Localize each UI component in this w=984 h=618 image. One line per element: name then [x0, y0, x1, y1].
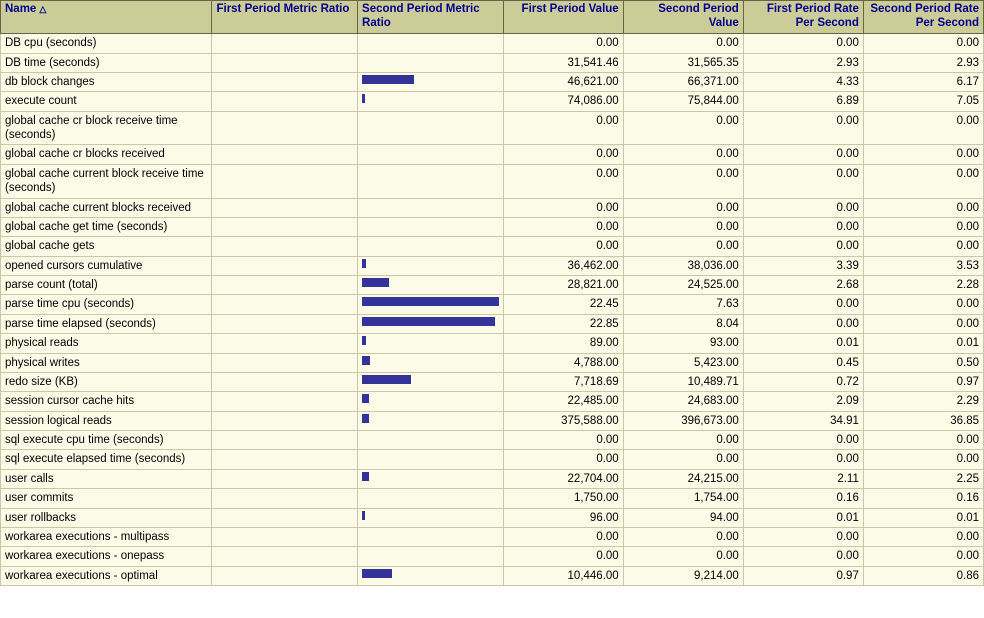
second-period-value: 9,214.00 [623, 566, 743, 585]
second-period-rate: 0.00 [863, 527, 983, 546]
second-period-value: 0.00 [623, 237, 743, 256]
second-period-rate: 0.00 [863, 450, 983, 469]
first-period-value: 0.00 [503, 198, 623, 217]
table-row [1, 372, 984, 391]
table-row [1, 489, 984, 508]
first-period-value: 0.00 [503, 34, 623, 53]
second-period-metric-ratio-bar [358, 72, 504, 91]
first-period-metric-ratio-bar [212, 314, 358, 333]
metric-name: execute count [1, 92, 212, 111]
second-period-metric-ratio-bar [358, 353, 504, 372]
first-period-rate: 0.00 [743, 145, 863, 164]
second-period-metric-ratio-bar [358, 314, 504, 333]
second-period-rate: 0.00 [863, 314, 983, 333]
table-header [1, 1, 984, 34]
metric-name: workarea executions - multipass [1, 527, 212, 546]
first-period-rate: 0.00 [743, 34, 863, 53]
second-period-metric-ratio-bar-fill [362, 511, 365, 520]
second-period-rate: 0.01 [863, 508, 983, 527]
table-row [1, 547, 984, 566]
first-period-metric-ratio-bar [212, 92, 358, 111]
second-period-rate: 0.97 [863, 372, 983, 391]
first-period-value: 7,718.69 [503, 372, 623, 391]
second-period-rate: 0.00 [863, 217, 983, 236]
first-period-rate: 0.01 [743, 334, 863, 353]
second-period-metric-ratio-bar-fill [362, 375, 411, 384]
second-period-rate: 36.85 [863, 411, 983, 430]
metric-name: parse count (total) [1, 276, 212, 295]
second-period-rate: 0.00 [863, 164, 983, 198]
metric-name: sql execute cpu time (seconds) [1, 431, 212, 450]
metric-name: user rollbacks [1, 508, 212, 527]
metric-name: redo size (KB) [1, 372, 212, 391]
second-period-metric-ratio-bar-fill [362, 336, 366, 345]
first-period-rate: 0.00 [743, 111, 863, 145]
table-row [1, 198, 984, 217]
second-period-value: 0.00 [623, 145, 743, 164]
first-period-value: 0.00 [503, 527, 623, 546]
second-period-metric-ratio-bar-fill [362, 94, 365, 103]
first-period-value: 36,462.00 [503, 256, 623, 275]
second-period-metric-ratio-bar-fill [362, 297, 499, 306]
first-period-rate: 4.33 [743, 72, 863, 91]
first-period-value: 22,485.00 [503, 392, 623, 411]
first-period-metric-ratio-bar [212, 217, 358, 236]
first-period-metric-ratio-bar [212, 53, 358, 72]
second-period-metric-ratio-bar [358, 566, 504, 585]
metric-name: opened cursors cumulative [1, 256, 212, 275]
first-period-metric-ratio-bar [212, 34, 358, 53]
second-period-value: 31,565.35 [623, 53, 743, 72]
first-period-value: 0.00 [503, 431, 623, 450]
table-body [1, 34, 984, 586]
first-period-value: 22,704.00 [503, 469, 623, 488]
first-period-metric-ratio-bar [212, 508, 358, 527]
first-period-value: 22.45 [503, 295, 623, 314]
first-period-rate: 0.16 [743, 489, 863, 508]
first-period-metric-ratio-bar [212, 111, 358, 145]
second-period-rate: 7.05 [863, 92, 983, 111]
first-period-metric-ratio-bar [212, 411, 358, 430]
first-period-rate: 0.45 [743, 353, 863, 372]
first-period-metric-ratio-bar [212, 566, 358, 585]
first-period-value: 4,788.00 [503, 353, 623, 372]
second-period-rate: 0.86 [863, 566, 983, 585]
table-row [1, 111, 984, 145]
second-period-rate: 0.00 [863, 111, 983, 145]
table-row [1, 411, 984, 430]
table-header-row [1, 1, 984, 34]
second-period-metric-ratio-bar [358, 295, 504, 314]
table-row [1, 295, 984, 314]
second-period-metric-ratio-bar [358, 547, 504, 566]
sort-ascending-icon[interactable]: △ [39, 3, 47, 14]
second-period-rate: 0.00 [863, 34, 983, 53]
metric-name: DB time (seconds) [1, 53, 212, 72]
table-row [1, 469, 984, 488]
metric-name: parse time cpu (seconds) [1, 295, 212, 314]
second-period-metric-ratio-bar [358, 92, 504, 111]
table-row [1, 431, 984, 450]
second-period-metric-ratio-bar-fill [362, 75, 414, 84]
metric-name: global cache cr block receive time (seconds) [1, 111, 212, 145]
second-period-value: 24,215.00 [623, 469, 743, 488]
metric-name: session logical reads [1, 411, 212, 430]
second-period-value: 66,371.00 [623, 72, 743, 91]
first-period-metric-ratio-bar [212, 334, 358, 353]
second-period-metric-ratio-bar-fill [362, 414, 369, 423]
second-period-metric-ratio-bar [358, 256, 504, 275]
first-period-value: 375,588.00 [503, 411, 623, 430]
table-row [1, 92, 984, 111]
second-period-metric-ratio-bar [358, 237, 504, 256]
second-period-metric-ratio-bar [358, 431, 504, 450]
second-period-metric-ratio-bar [358, 489, 504, 508]
second-period-metric-ratio-bar [358, 334, 504, 353]
first-period-metric-ratio-bar [212, 527, 358, 546]
metric-name: global cache current blocks received [1, 198, 212, 217]
second-period-value: 24,683.00 [623, 392, 743, 411]
first-period-metric-ratio-bar [212, 431, 358, 450]
first-period-value: 96.00 [503, 508, 623, 527]
first-period-value: 31,541.46 [503, 53, 623, 72]
first-period-rate: 0.00 [743, 431, 863, 450]
second-period-value: 0.00 [623, 164, 743, 198]
second-period-metric-ratio-bar [358, 34, 504, 53]
second-period-value: 0.00 [623, 217, 743, 236]
first-period-value: 89.00 [503, 334, 623, 353]
first-period-rate: 0.00 [743, 164, 863, 198]
table-row [1, 72, 984, 91]
second-period-metric-ratio-bar [358, 450, 504, 469]
metric-name: global cache get time (seconds) [1, 217, 212, 236]
second-period-metric-ratio-bar [358, 411, 504, 430]
metric-name: db block changes [1, 72, 212, 91]
second-period-metric-ratio-bar-fill [362, 569, 392, 578]
table-row [1, 566, 984, 585]
second-period-value: 0.00 [623, 431, 743, 450]
first-period-metric-ratio-bar [212, 392, 358, 411]
second-period-value: 0.00 [623, 527, 743, 546]
second-period-metric-ratio-bar [358, 469, 504, 488]
first-period-rate: 0.72 [743, 372, 863, 391]
table-row [1, 392, 984, 411]
first-period-value: 10,446.00 [503, 566, 623, 585]
column-header-name[interactable] [1, 1, 212, 34]
first-period-rate: 2.09 [743, 392, 863, 411]
second-period-metric-ratio-bar [358, 527, 504, 546]
second-period-value: 396,673.00 [623, 411, 743, 430]
second-period-value: 75,844.00 [623, 92, 743, 111]
metric-name: global cache gets [1, 237, 212, 256]
second-period-rate: 0.50 [863, 353, 983, 372]
metric-name: global cache current block receive time (seconds) [1, 164, 212, 198]
second-period-metric-ratio-bar [358, 145, 504, 164]
table-row [1, 53, 984, 72]
table-row [1, 508, 984, 527]
table-row [1, 450, 984, 469]
metric-name: parse time elapsed (seconds) [1, 314, 212, 333]
first-period-rate: 0.01 [743, 508, 863, 527]
second-period-rate: 0.00 [863, 431, 983, 450]
second-period-metric-ratio-bar [358, 508, 504, 527]
first-period-rate: 0.00 [743, 237, 863, 256]
first-period-rate: 0.00 [743, 450, 863, 469]
second-period-rate: 3.53 [863, 256, 983, 275]
second-period-value: 0.00 [623, 111, 743, 145]
metric-name: physical writes [1, 353, 212, 372]
first-period-rate: 0.00 [743, 295, 863, 314]
first-period-metric-ratio-bar [212, 145, 358, 164]
column-header-second-period-value[interactable]: Second Period Value [623, 1, 743, 34]
table-row [1, 256, 984, 275]
first-period-rate: 2.11 [743, 469, 863, 488]
second-period-rate: 0.01 [863, 334, 983, 353]
first-period-metric-ratio-bar [212, 276, 358, 295]
metric-name: sql execute elapsed time (seconds) [1, 450, 212, 469]
metric-name: user commits [1, 489, 212, 508]
first-period-rate: 2.68 [743, 276, 863, 295]
column-header-second-period-metric-ratio[interactable]: Second Period Metric Ratio [358, 1, 504, 34]
first-period-metric-ratio-bar [212, 198, 358, 217]
first-period-value: 0.00 [503, 450, 623, 469]
table-row [1, 217, 984, 236]
column-header-first-period-value[interactable]: First Period Value [503, 1, 623, 34]
first-period-value: 0.00 [503, 164, 623, 198]
second-period-rate: 0.00 [863, 547, 983, 566]
first-period-rate: 0.00 [743, 547, 863, 566]
first-period-metric-ratio-bar [212, 72, 358, 91]
first-period-rate: 0.00 [743, 527, 863, 546]
second-period-metric-ratio-bar [358, 217, 504, 236]
metric-name: global cache cr blocks received [1, 145, 212, 164]
second-period-metric-ratio-bar-fill [362, 259, 366, 268]
second-period-value: 24,525.00 [623, 276, 743, 295]
first-period-rate: 2.93 [743, 53, 863, 72]
first-period-metric-ratio-bar [212, 353, 358, 372]
table-row [1, 314, 984, 333]
table-row [1, 237, 984, 256]
column-header-name-label: Name [5, 3, 37, 15]
second-period-metric-ratio-bar [358, 198, 504, 217]
first-period-rate: 0.97 [743, 566, 863, 585]
first-period-value: 22.85 [503, 314, 623, 333]
first-period-rate: 3.39 [743, 256, 863, 275]
first-period-metric-ratio-bar [212, 547, 358, 566]
first-period-value: 1,750.00 [503, 489, 623, 508]
second-period-rate: 0.00 [863, 295, 983, 314]
metric-name: workarea executions - onepass [1, 547, 212, 566]
second-period-rate: 0.00 [863, 145, 983, 164]
second-period-metric-ratio-bar-fill [362, 394, 369, 403]
table-row [1, 145, 984, 164]
second-period-value: 38,036.00 [623, 256, 743, 275]
second-period-metric-ratio-bar [358, 111, 504, 145]
metric-name: workarea executions - optimal [1, 566, 212, 585]
first-period-rate: 34.91 [743, 411, 863, 430]
second-period-metric-ratio-bar [358, 164, 504, 198]
first-period-metric-ratio-bar [212, 469, 358, 488]
first-period-value: 0.00 [503, 145, 623, 164]
second-period-value: 93.00 [623, 334, 743, 353]
table-row [1, 164, 984, 198]
metric-name: DB cpu (seconds) [1, 34, 212, 53]
second-period-metric-ratio-bar [358, 53, 504, 72]
first-period-metric-ratio-bar [212, 372, 358, 391]
second-period-value: 0.00 [623, 450, 743, 469]
second-period-metric-ratio-bar-fill [362, 278, 389, 287]
first-period-metric-ratio-bar [212, 295, 358, 314]
first-period-value: 46,621.00 [503, 72, 623, 91]
metric-name: physical reads [1, 334, 212, 353]
second-period-metric-ratio-bar [358, 392, 504, 411]
first-period-metric-ratio-bar [212, 164, 358, 198]
second-period-value: 0.00 [623, 198, 743, 217]
second-period-rate: 2.28 [863, 276, 983, 295]
first-period-metric-ratio-bar [212, 237, 358, 256]
table-row [1, 527, 984, 546]
first-period-rate: 0.00 [743, 314, 863, 333]
metric-name: session cursor cache hits [1, 392, 212, 411]
first-period-value: 0.00 [503, 111, 623, 145]
second-period-value: 1,754.00 [623, 489, 743, 508]
column-header-second-period-rate[interactable]: Second Period Rate Per Second [863, 1, 983, 34]
table-row [1, 353, 984, 372]
second-period-rate: 2.93 [863, 53, 983, 72]
second-period-rate: 2.29 [863, 392, 983, 411]
first-period-value: 0.00 [503, 547, 623, 566]
second-period-rate: 6.17 [863, 72, 983, 91]
second-period-value: 5,423.00 [623, 353, 743, 372]
second-period-metric-ratio-bar-fill [362, 356, 370, 365]
first-period-rate: 6.89 [743, 92, 863, 111]
second-period-value: 0.00 [623, 547, 743, 566]
first-period-metric-ratio-bar [212, 256, 358, 275]
table-row [1, 276, 984, 295]
second-period-value: 10,489.71 [623, 372, 743, 391]
second-period-rate: 0.00 [863, 237, 983, 256]
second-period-value: 7.63 [623, 295, 743, 314]
first-period-value: 0.00 [503, 237, 623, 256]
second-period-rate: 2.25 [863, 469, 983, 488]
first-period-rate: 0.00 [743, 217, 863, 236]
second-period-rate: 0.00 [863, 198, 983, 217]
first-period-rate: 0.00 [743, 198, 863, 217]
second-period-value: 8.04 [623, 314, 743, 333]
metric-name: user calls [1, 469, 212, 488]
column-header-first-period-metric-ratio[interactable]: First Period Metric Ratio [212, 1, 358, 34]
first-period-value: 28,821.00 [503, 276, 623, 295]
first-period-value: 0.00 [503, 217, 623, 236]
second-period-metric-ratio-bar [358, 372, 504, 391]
first-period-metric-ratio-bar [212, 450, 358, 469]
second-period-value: 94.00 [623, 508, 743, 527]
second-period-rate: 0.16 [863, 489, 983, 508]
table-row [1, 34, 984, 53]
second-period-value: 0.00 [623, 34, 743, 53]
second-period-metric-ratio-bar-fill [362, 317, 494, 326]
first-period-metric-ratio-bar [212, 489, 358, 508]
second-period-metric-ratio-bar [358, 276, 504, 295]
table-row [1, 334, 984, 353]
second-period-metric-ratio-bar-fill [362, 472, 369, 481]
first-period-value: 74,086.00 [503, 92, 623, 111]
column-header-first-period-rate[interactable]: First Period Rate Per Second [743, 1, 863, 34]
